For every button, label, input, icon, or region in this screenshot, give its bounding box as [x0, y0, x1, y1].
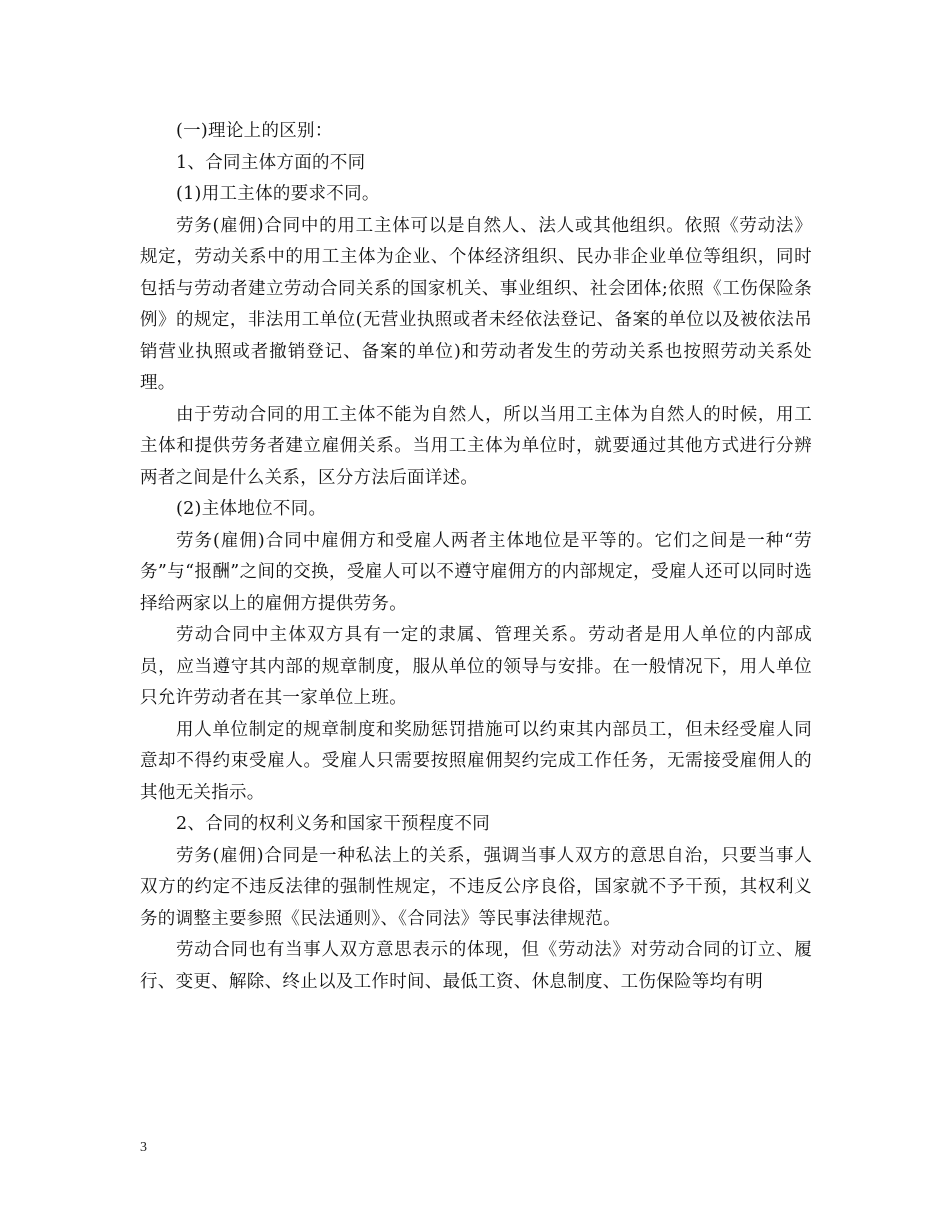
body-paragraph: 劳动合同也有当事人双方意思表示的体现，但《劳动法》对劳动合同的订立、履行、变更、解除、终止以及工作时间、最低工资、休息制度、工伤保险等均有明: [140, 940, 812, 992]
document-body: [140, 116, 812, 998]
item-heading: (2)主体地位不同。: [176, 499, 327, 519]
subsection-heading: 2、合同的权利义务和国家干预程度不同: [176, 814, 491, 834]
body-paragraph: 劳务(雇佣)合同中的用工主体可以是自然人、法人或其他组织。依照《劳动法》规定，劳动关系中的用工主体为企业、个体经济组织、民办非企业单位等组织，同时包括与劳动者建立劳动合同关系的国家机关、事业组织、社会团体;依照《工伤保险条例》的规定，非法用工单位(无营业执照或者未经依法登记、备案的单位以及被依法吊销营业执照或者撤销登记、备案的单位)和劳动者发生的劳动关系也按照劳动关系处理。: [140, 215, 812, 393]
body-paragraph: 劳务(雇佣)合同是一种私法上的关系，强调当事人双方的意思自治，只要当事人双方的约定不违反法律的强制性规定，不违反公序良俗，国家就不予干预，其权利义务的调整主要参照《民法通则》、《合同法》等民事法律规范。: [140, 845, 812, 929]
item-heading: (1)用工主体的要求不同。: [176, 184, 380, 204]
body-paragraph: 用人单位制定的规章制度和奖励惩罚措施可以约束其内部员工，但未经受雇人同意却不得约束受雇人。受雇人只需要按照雇佣契约完成工作任务，无需接受雇佣人的其他无关指示。: [140, 719, 812, 803]
body-paragraph: 劳动合同中主体双方具有一定的隶属、管理关系。劳动者是用人单位的内部成员，应当遵守其内部的规章制度，服从单位的领导与安排。在一般情况下，用人单位只允许劳动者在其一家单位上班。: [140, 625, 812, 708]
body-paragraph: 由于劳动合同的用工主体不能为自然人，所以当用工主体为自然人的时候，用工主体和提供劳务者建立雇佣关系。当用工主体为单位时，就要通过其他方式进行分辨两者之间是什么关系，区分方法后面详述。: [140, 404, 812, 488]
section-heading: (一)理论上的区别：: [176, 121, 333, 141]
page-number: 3: [140, 1140, 147, 1155]
body-paragraph: 劳务(雇佣)合同中雇佣方和受雇人两者主体地位是平等的。它们之间是一种“劳务”与“报酬”之间的交换，受雇人可以不遵守雇佣方的内部规定，受雇人还可以同时选择给两家以上的雇佣方提供劳务。: [140, 530, 812, 614]
subsection-heading: 1、合同主体方面的不同: [176, 152, 366, 173]
